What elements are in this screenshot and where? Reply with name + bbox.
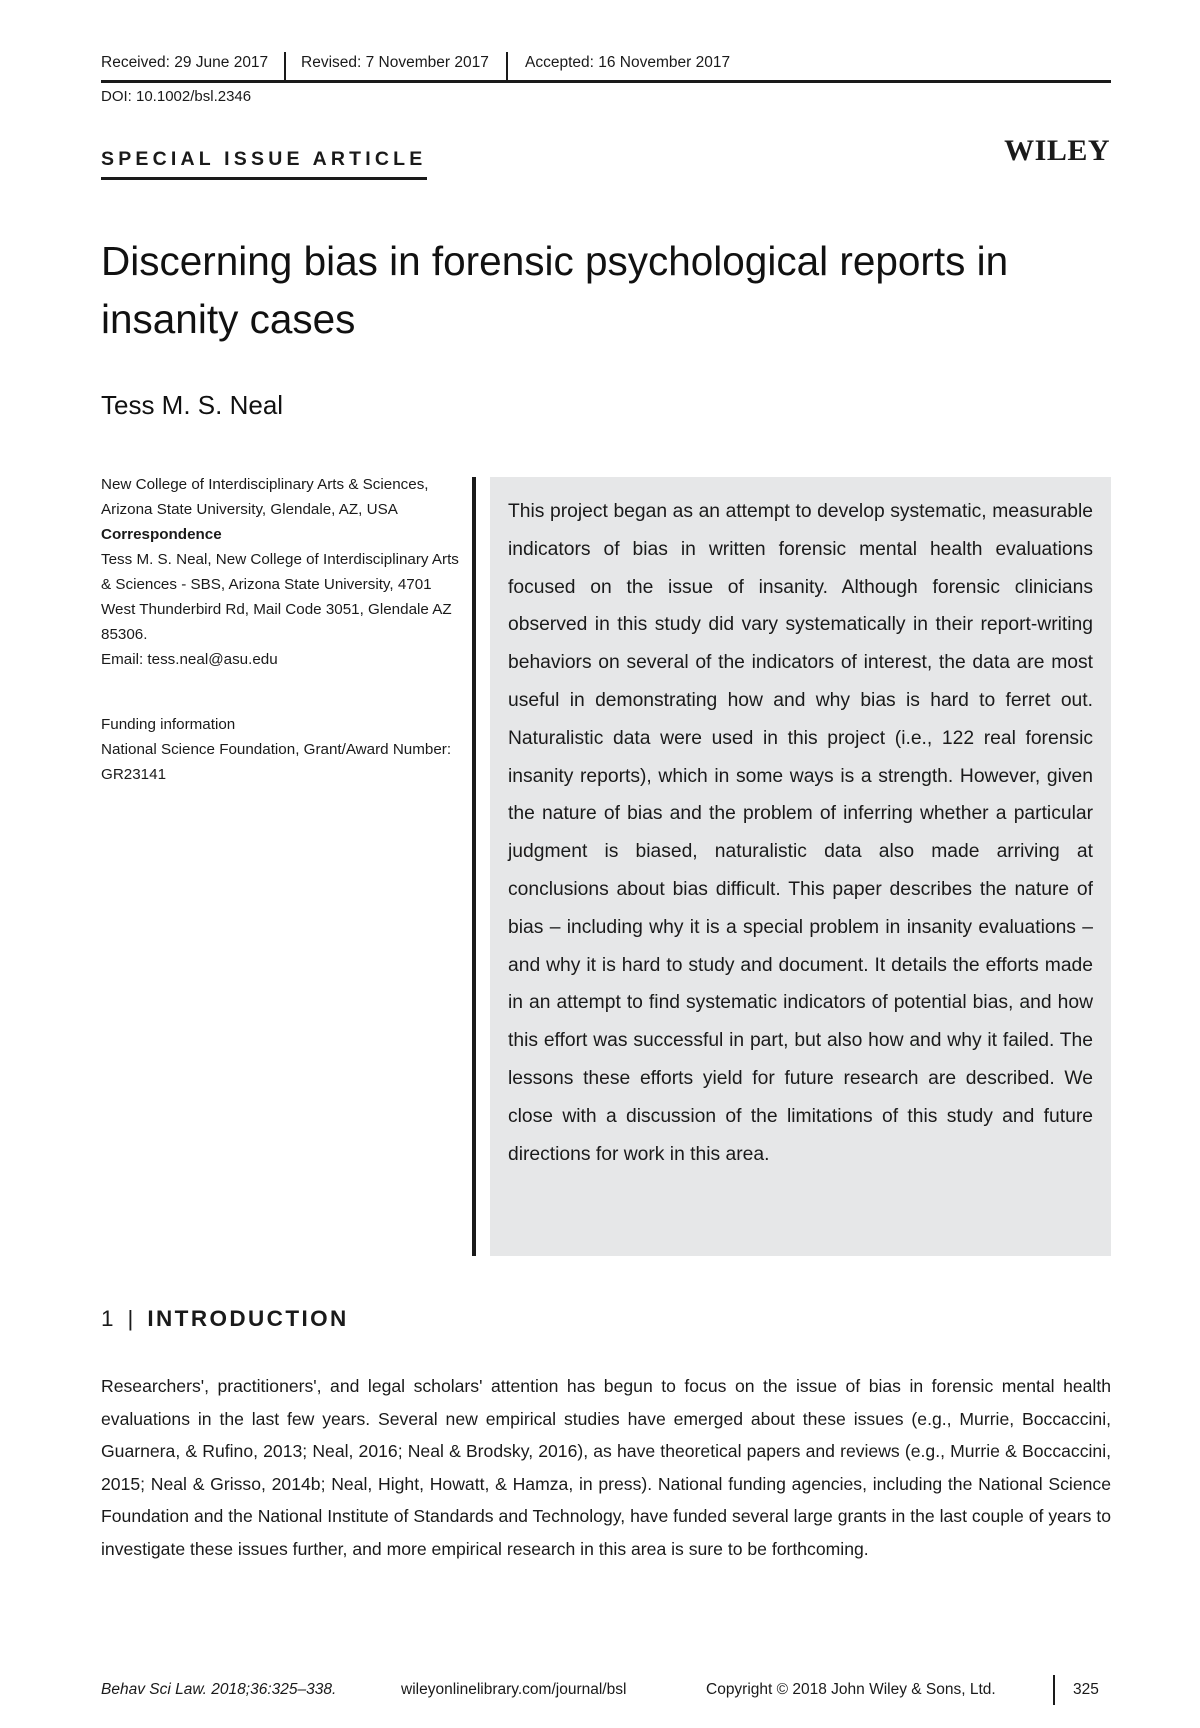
section-heading — [101, 1306, 349, 1332]
section-separator: | — [127, 1306, 134, 1331]
abstract-text: This project began as an attempt to develop systematic, measurable indicators of bias in written forensic mental health evaluations focused on the issue of insanity. Although forensic clinicians observed in this study did vary systematically in their report-writing behaviors on several of the indicators of interest, the data are most useful in demonstrating how and why bias is hard to ferret out. Naturalistic data were used in this project (i.e., 122 real forensic insanity reports), which in some ways is a strength. However, given the nature of bias and the problem of inferring whether a particular judgment is biased, naturalistic data also made arriving at conclusions about bias difficult. This paper describes the nature of bias – including why it is a special problem in insanity evaluations – and why it is hard to study and document. It details the efforts made in an attempt to find systematic indicators of potential bias, and how this effort was successful in part, but also how and why it failed. The lessons these efforts yield for future research are described. We close with a discussion of the limitations of this study and future directions for work in this area. — [508, 501, 1093, 1165]
correspondence-heading: Correspondence — [101, 526, 222, 543]
article-title: Discerning bias in forensic psychological reports in insanity cases — [101, 238, 1009, 342]
doi[interactable]: DOI: 10.1002/bsl.2346 — [101, 88, 252, 105]
article-type-label: SPECIAL ISSUE ARTICLE — [101, 148, 427, 180]
journal-citation: Behav Sci Law. 2018;36:325–338. — [101, 1681, 337, 1698]
affiliation: New College of Interdisciplinary Arts & Sciences, Arizona State University, Glendale, AZ, USA — [101, 476, 429, 518]
divider — [506, 52, 508, 80]
section-title: INTRODUCTION — [147, 1306, 349, 1331]
copyright: Copyright © 2018 John Wiley & Sons, Ltd. — [706, 1681, 996, 1698]
intro-paragraph: Researchers', practitioners', and legal scholars' attention has begun to focus on the issue of bias in forensic mental health evaluations in the last few years. Several new empirical studies have emerged about these issues (e.g., Murrie, Boccaccini, Guarnera, & Rufino, 2013; Neal, 2016; Neal & Brodsky, 2016), as have theoretical papers and reviews (e.g., Murrie & Boccaccini, 2015; Neal & Grisso, 2014b; Neal, Hight, Howatt, & Hamza, in press). National funding agencies, including the National Science Foundation and the National Institute of Standards and Technology, have funded several large grants in the last couple of years to investigate these issues further, and more empirical research in this area is sure to be forthcoming. — [101, 1376, 1111, 1559]
divider — [284, 52, 286, 80]
author-name: Tess M. S. Neal — [101, 390, 284, 420]
publisher-logo: WILEY — [1004, 134, 1110, 167]
accepted-date: Accepted: 16 November 2017 — [525, 54, 731, 71]
received-date: Received: 29 June 2017 — [101, 54, 269, 71]
correspondence-address: Tess M. S. Neal, New College of Interdisciplinary Arts & Sciences - SBS, Arizona State University, 4701 West Thunderbird Rd, Mail Code 3051, Glendale AZ 85306. — [101, 551, 459, 643]
abstract-rule — [472, 477, 476, 1256]
funding-heading: Funding information — [101, 716, 236, 733]
journal-url[interactable]: wileyonlinelibrary.com/journal/bsl — [401, 1681, 627, 1698]
section-number: 1 — [101, 1306, 114, 1331]
funding-text: National Science Foundation, Grant/Award Number: GR23141 — [101, 741, 452, 783]
correspondence-email[interactable]: Email: tess.neal@asu.edu — [101, 651, 278, 668]
divider — [1053, 1675, 1055, 1705]
page-footer — [101, 1679, 1111, 1705]
article-history — [101, 52, 1111, 83]
abstract-box — [490, 477, 1111, 1256]
author-info-sidebar — [101, 472, 461, 787]
page-number: 325 — [1073, 1681, 1099, 1698]
revised-date: Revised: 7 November 2017 — [301, 54, 489, 71]
